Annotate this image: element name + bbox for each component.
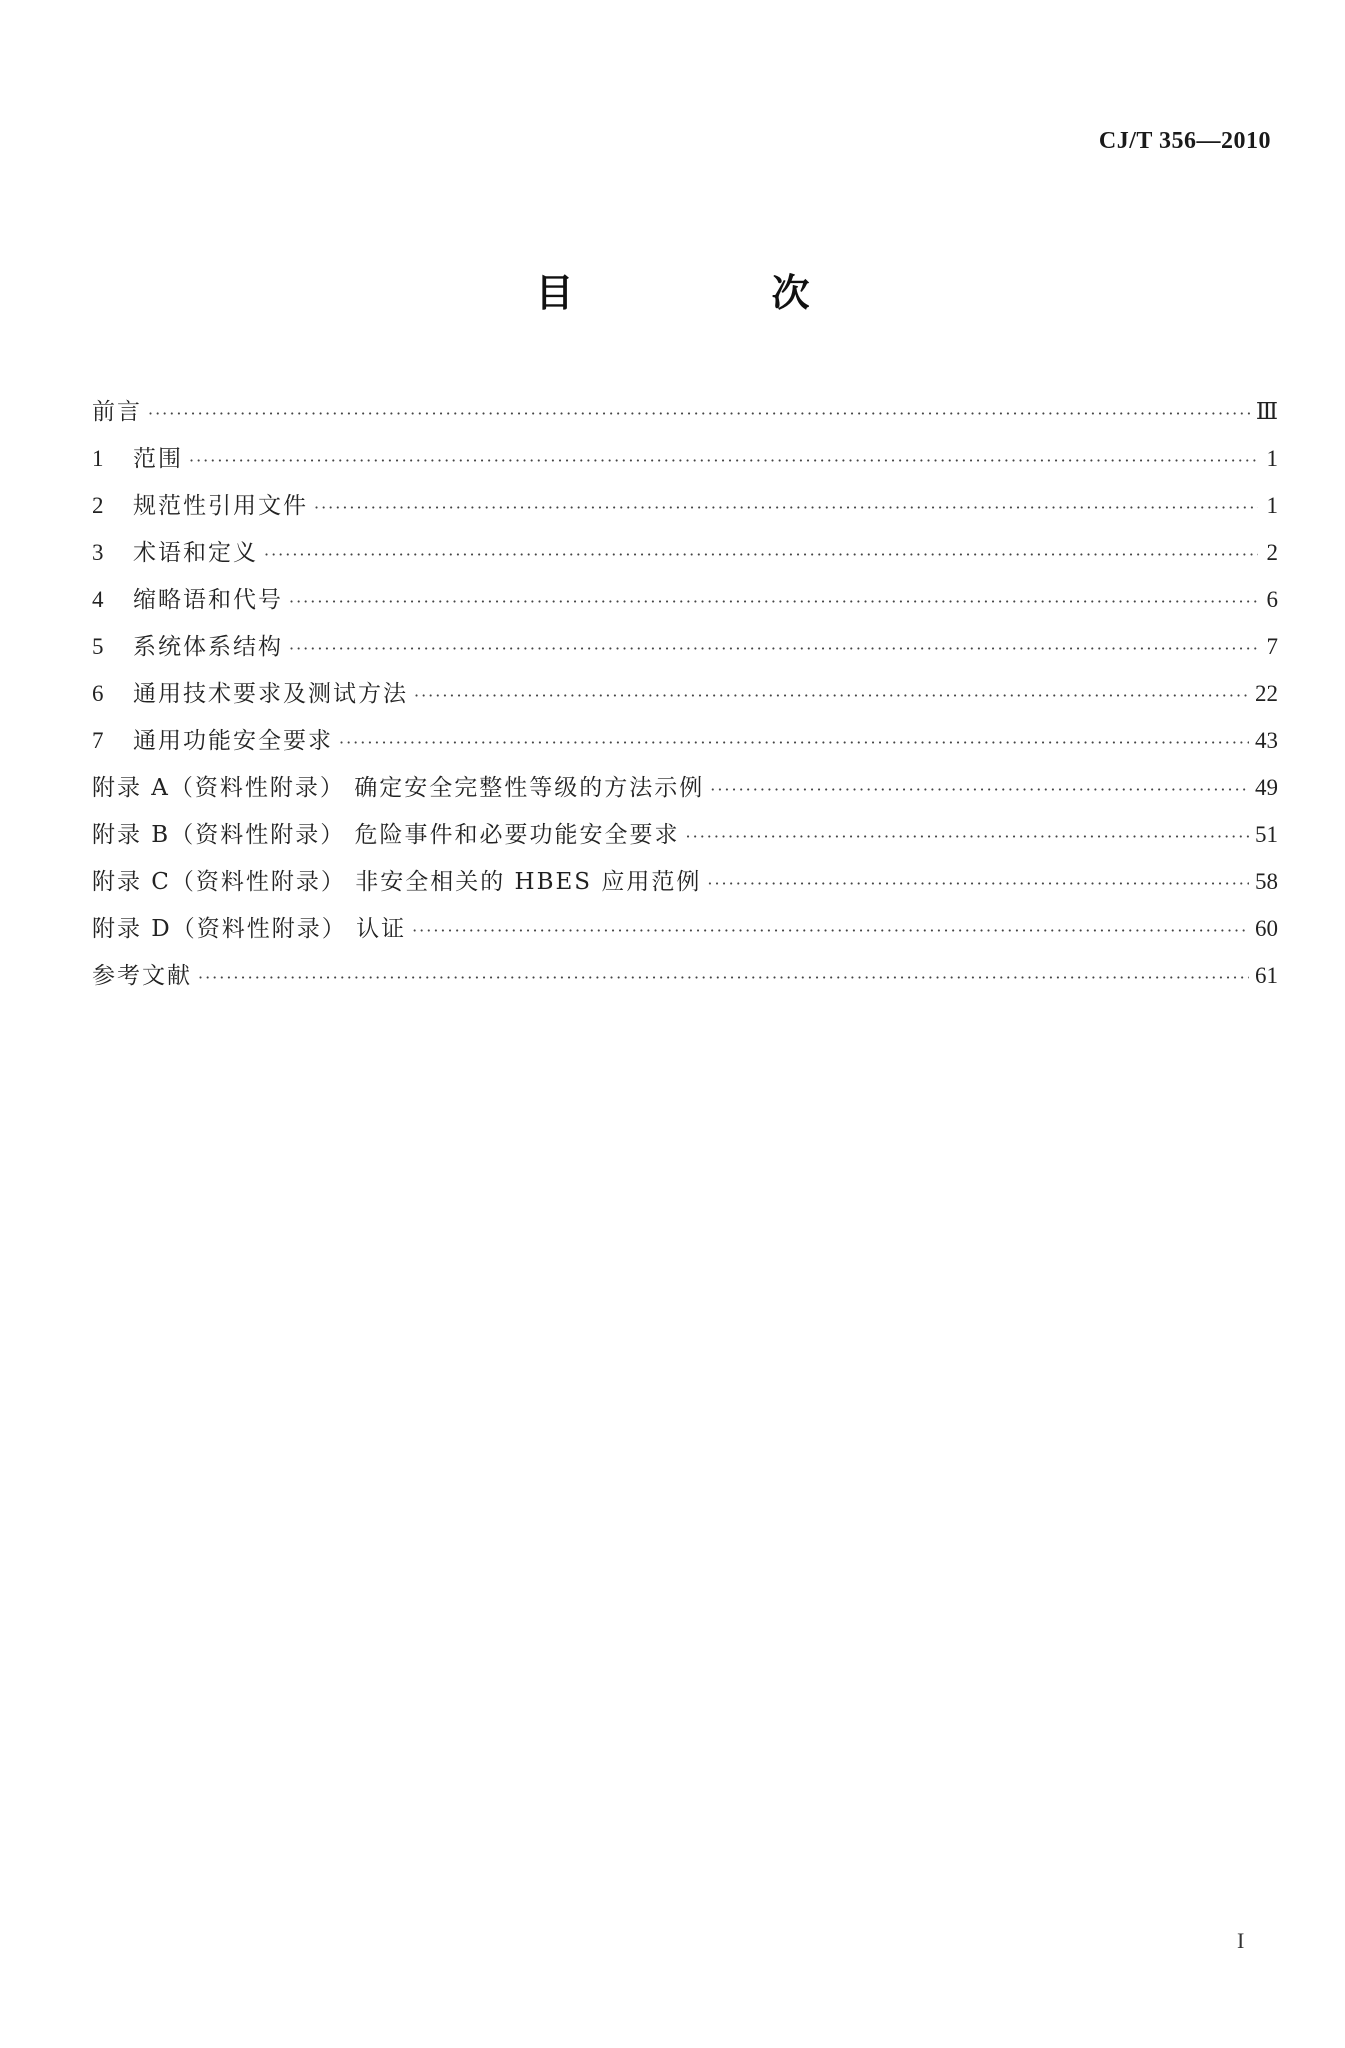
toc-entry-label [92, 906, 406, 953]
toc-dot-leader [710, 766, 1249, 813]
toc-entry-page: 43 [1255, 728, 1278, 753]
toc-entry-number: 6 [92, 681, 104, 706]
toc-entry-annex-c[interactable] [92, 858, 1278, 905]
standard-code: CJ/T 356—2010 [1098, 128, 1271, 154]
toc-entry-title: 附录 D（资料性附录） 认证 [92, 916, 407, 942]
toc-entry-label [92, 576, 283, 624]
toc-entry-label [92, 717, 333, 765]
toc-dot-leader [686, 813, 1249, 860]
toc-entry-page: 6 [1266, 587, 1278, 612]
toc-dot-leader [414, 672, 1249, 719]
toc-entry-label [92, 623, 283, 671]
toc-entry-page: 1 [1266, 493, 1278, 518]
toc-entry-page: Ⅲ [1255, 399, 1278, 424]
toc-entry-number: 3 [92, 540, 104, 565]
toc-entry-page: 60 [1255, 916, 1278, 941]
toc-entry-annex-b[interactable] [92, 811, 1278, 858]
toc-entry-label [92, 812, 680, 859]
toc-entry-7[interactable] [92, 717, 1278, 764]
toc-entry-4[interactable] [92, 576, 1278, 623]
toc-entry-1[interactable] [92, 435, 1278, 482]
toc-entry-page: 7 [1266, 634, 1278, 659]
toc-entry-title: 术语和定义 [133, 540, 258, 566]
toc-entry-title: 缩略语和代号 [133, 587, 283, 613]
toc-dot-leader [412, 907, 1249, 954]
toc-entry-label [92, 953, 192, 1000]
page-title: 目 次 [535, 271, 890, 315]
toc-entry-3[interactable] [92, 529, 1278, 576]
toc-dot-leader [707, 860, 1249, 907]
toc-entry-title: 通用技术要求及测试方法 [133, 681, 408, 707]
toc-entry-5[interactable] [92, 623, 1278, 670]
toc-entry-label [92, 765, 704, 812]
toc-entry-2[interactable] [92, 482, 1278, 529]
toc-entry-title: 范围 [133, 446, 183, 472]
toc-entry-bibliography[interactable] [92, 952, 1278, 999]
toc-dot-leader [339, 719, 1249, 766]
toc-dot-leader [198, 954, 1249, 1001]
toc-dot-leader [264, 531, 1258, 578]
toc-entry-title: 附录 B（资料性附录） 危险事件和必要功能安全要求 [92, 822, 680, 848]
toc-entry-title: 通用功能安全要求 [133, 728, 333, 754]
toc-entry-6[interactable] [92, 670, 1278, 717]
toc-entry-number: 1 [92, 446, 104, 471]
page-number: I [1237, 1928, 1245, 1953]
toc-entry-label [92, 435, 183, 483]
toc-entry-label [92, 529, 258, 577]
toc-dot-leader [314, 484, 1258, 531]
toc-entry-number: 5 [92, 634, 104, 659]
toc-entry-foreword[interactable] [92, 388, 1278, 435]
toc-entry-label [92, 482, 308, 530]
toc-entry-annex-a[interactable] [92, 764, 1278, 811]
toc-dot-leader [289, 625, 1258, 672]
toc-entry-title: 附录 C（资料性附录） 非安全相关的 HBES 应用范例 [92, 869, 702, 895]
toc-dot-leader [189, 437, 1258, 484]
toc-dot-leader [289, 578, 1258, 625]
toc-entry-label [92, 670, 408, 718]
toc-entry-page: 2 [1266, 540, 1278, 565]
toc-entry-title: 参考文献 [92, 963, 192, 989]
toc-entry-page: 51 [1255, 822, 1278, 847]
toc-entry-number: 4 [92, 587, 104, 612]
toc-entry-page: 61 [1255, 963, 1278, 988]
toc-entry-title: 规范性引用文件 [133, 493, 308, 519]
toc-entry-title: 系统体系结构 [133, 634, 283, 660]
toc-entry-page: 49 [1255, 775, 1278, 800]
toc-entry-page: 58 [1255, 869, 1278, 894]
table-of-contents [92, 388, 1278, 999]
toc-entry-number: 2 [92, 493, 104, 518]
toc-entry-title: 附录 A（资料性附录） 确定安全完整性等级的方法示例 [92, 775, 705, 801]
toc-entry-page: 22 [1255, 681, 1278, 706]
toc-entry-label [92, 389, 142, 436]
toc-entry-number: 7 [92, 728, 104, 753]
toc-dot-leader [148, 390, 1250, 437]
toc-entry-title: 前言 [92, 399, 142, 425]
toc-entry-label [92, 859, 701, 906]
toc-entry-page: 1 [1266, 446, 1278, 471]
toc-entry-annex-d[interactable] [92, 905, 1278, 952]
